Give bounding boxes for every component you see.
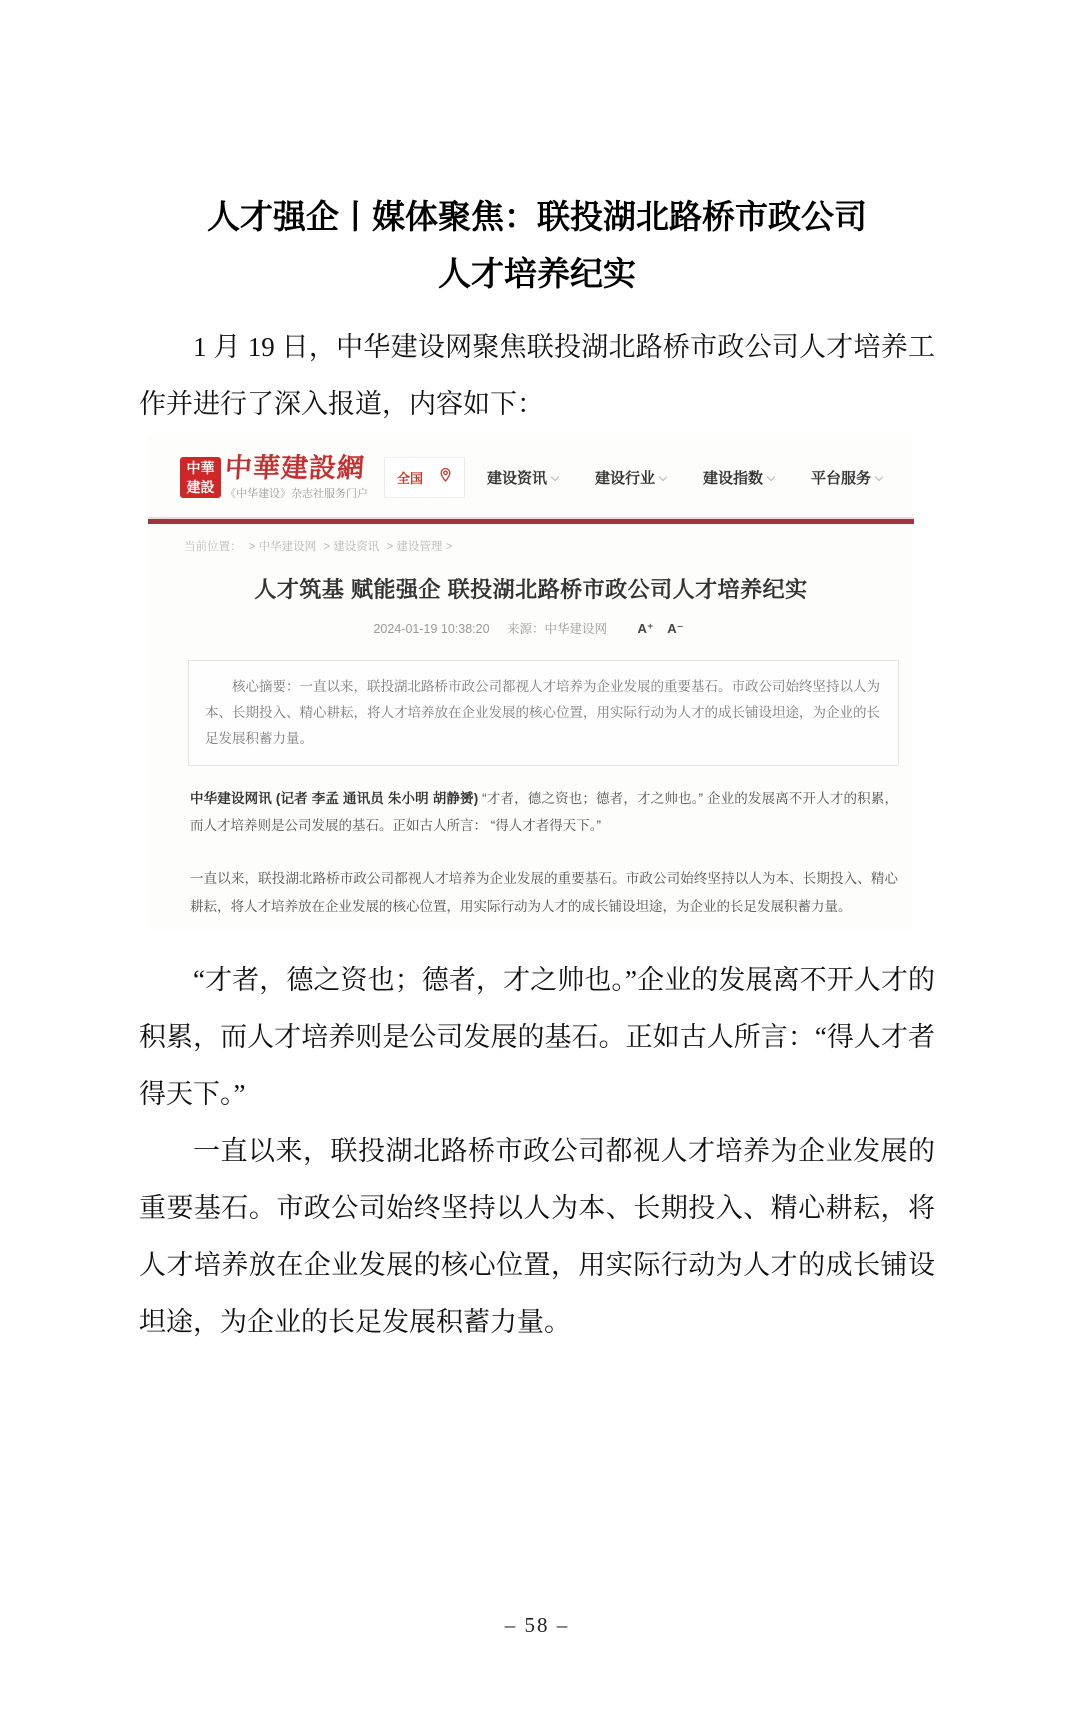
chevron-down-icon: [551, 473, 559, 481]
breadcrumb-link-news[interactable]: > 建设资讯: [323, 541, 380, 553]
chevron-down-icon: [659, 473, 667, 481]
nav-item-construction-industry[interactable]: 建设行业: [595, 467, 666, 488]
article-date: 2024-01-19 10:38:20: [373, 622, 490, 636]
site-tagline: 《中华建设》杂志社服务门户: [225, 488, 368, 500]
doc-paragraph-quote: “才者，德之资也；德者，才之帅也。”企业的发展离不开人才的积累，而人才培养则是公司发展的基石。正如古人所言：“得人才者得天下。”: [139, 965, 935, 1110]
breadcrumb-link-home[interactable]: > 中华建设网: [248, 541, 317, 553]
site-header: [148, 435, 914, 517]
doc-title-line1: 人才强企丨媒体聚焦：联投湖北路桥市政公司: [207, 200, 867, 236]
location-pin-icon: [439, 467, 452, 488]
seal-text-bottom: 建設: [186, 478, 215, 495]
embedded-webpage-screenshot: [148, 435, 914, 930]
document-page: [0, 190, 1074, 1710]
page-number: – 58 –: [504, 1613, 570, 1637]
site-logo-name: 中華建設網: [223, 453, 367, 483]
doc-title: [0, 190, 1074, 304]
site-brand[interactable]: [225, 454, 368, 501]
nav-item-construction-news[interactable]: 建设资讯: [487, 467, 558, 488]
seal-text-top: 中華: [186, 459, 215, 476]
nav-item-construction-index[interactable]: 建设指数: [703, 467, 774, 488]
article-title: 人才筑基 赋能强企 联投湖北路桥市政公司人才培养纪实: [254, 577, 808, 602]
article-paragraph-2: 一直以来，联投湖北路桥市政公司都视人才培养为企业发展的重要基石。市政公司始终坚持以人为本、长期投入、精心耕耘，将人才培养放在企业发展的核心位置，用实际行动为人才的成长铺设坦途，为企业的长足发展积蓄力量。: [190, 871, 898, 914]
article-source: 来源：中华建设网: [507, 622, 608, 636]
article-paragraph-1: 中华建设网讯 (记者 李孟 通讯员 朱小明 胡静赟) “才者，德之资也；德者，才之帅也。” 企业的发展离不开人才的积累，而人才培养则是公司发展的基石。正如古人所言： “得人才者得天下。”: [190, 790, 898, 834]
breadcrumb-label: 当前位置：: [184, 541, 242, 553]
breadcrumb-trailing-separator: >: [445, 541, 453, 553]
doc-paragraph-body: 一直以来，联投湖北路桥市政公司都视人才培养为企业发展的重要基石。市政公司始终坚持以人为本、长期投入、精心耕耘，将人才培养放在企业发展的核心位置，用实际行动为人才的成长铺设坦途，为企业的长足发展积蓄力量。: [139, 1136, 935, 1338]
region-label: 全国: [397, 471, 424, 486]
article-summary-box: 核心摘要：一直以来，联投湖北路桥市政公司都视人才培养为企业发展的重要基石。市政公司始终坚持以人为本、长期投入、精心耕耘，将人才培养放在企业发展的核心位置，用实际行动为人才的成长铺设坦途，为企业的长足发展积蓄力量。: [188, 660, 899, 766]
breadcrumb: [184, 538, 914, 554]
font-increase-button[interactable]: A⁺: [637, 621, 654, 636]
article-byline: 中华建设网讯 (记者 李孟 通讯员 朱小明 胡静赟): [190, 790, 479, 806]
font-decrease-button[interactable]: A⁻: [667, 621, 684, 636]
chevron-down-icon: [767, 473, 775, 481]
breadcrumb-link-management[interactable]: > 建设管理: [386, 541, 443, 553]
region-selector[interactable]: [384, 457, 465, 498]
header-divider-bar: [148, 517, 914, 524]
site-logo-seal[interactable]: [180, 457, 221, 498]
article-meta: [148, 619, 914, 637]
doc-intro-paragraph: 1 月 19 日，中华建设网聚焦联投湖北路桥市政公司人才培养工作并进行了深入报道，内容如下：: [139, 332, 935, 419]
site-nav: [487, 467, 900, 488]
doc-title-line2: 人才培养纪实: [438, 257, 636, 293]
chevron-down-icon: [875, 473, 883, 481]
nav-item-platform-services[interactable]: 平台服务: [811, 467, 882, 488]
